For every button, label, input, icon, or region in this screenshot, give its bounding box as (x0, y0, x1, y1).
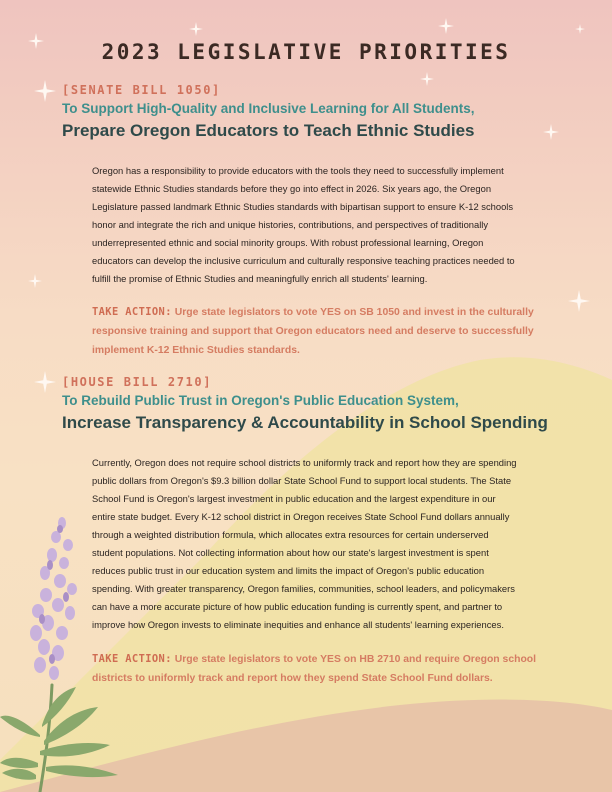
sparkle-icon (575, 24, 585, 34)
section-subtitle: To Support High-Quality and Inclusive Learning for All Students, (62, 101, 475, 116)
section-headline: Prepare Oregon Educators to Teach Ethnic Studies (62, 121, 475, 140)
sparkle-icon (34, 80, 56, 102)
body-line: honor and integrate the rich and unique histories, contributions, and perspectives of traditionally (92, 219, 489, 230)
take-action-label: TAKE ACTION: (92, 653, 172, 665)
body-line: Oregon has a responsibility to provide educators with the tools they need to successfully implement (92, 165, 504, 176)
bill-tag: [HOUSE BILL 2710] (62, 375, 213, 389)
sparkle-icon (438, 18, 454, 34)
body-line: public dollars from Oregon's $9.3 billion dollar State School Fund to support local students. The State (92, 475, 512, 486)
action-line: districts to uniformly track and report how they spend State School Fund dollars. (92, 673, 493, 684)
body-line: improve how Oregon invests to eliminate inequities and enhance all students' learning experiences. (92, 619, 504, 630)
action-line: implement K-12 Ethnic Studies standards. (92, 345, 300, 356)
sparkle-icon (189, 22, 203, 36)
body-line: statewide Ethnic Studies standards before they go into effect in 2026. Six years ago, the Oregon (92, 183, 492, 194)
body-line: through a weighted distribution formula, which allocates extra resources for certain underserved (92, 529, 489, 540)
sparkle-icon (28, 33, 44, 49)
body-line: educators can develop the inclusive curriculum and culturally responsive teaching practices needed to (92, 255, 515, 266)
page-title: 2023 LEGISLATIVE PRIORITIES (101, 40, 511, 64)
body-line: student populations. Not collecting information about how our state's largest investment is spent (92, 547, 489, 558)
section-headline: Increase Transparency & Accountability in School Spending (62, 413, 548, 432)
action-line: responsive training and support that Oregon educators need and deserve to successfully (92, 326, 534, 337)
take-action (92, 303, 554, 360)
action-line: Urge state legislators to vote YES on SB 1050 and invest in the culturally (171, 307, 534, 318)
body-line: spending. With greater transparency, Oregon families, communities, school leaders, and policymakers (92, 583, 515, 594)
section-subtitle: To Rebuild Public Trust in Oregon's Public Education System, (62, 393, 459, 408)
bill-tag: [SENATE BILL 1050] (62, 83, 221, 97)
sparkle-icon (543, 124, 559, 140)
sparkle-icon (568, 290, 590, 312)
body-paragraph (92, 454, 554, 634)
action-line: Urge state legislators to vote YES on HB 2710 and require Oregon school (171, 654, 537, 665)
sparkle-icon (34, 371, 56, 393)
sparkle-icon (28, 274, 42, 288)
body-line: fulfill the promise of Ethnic Studies and meaningfully enrich all students' learning. (92, 273, 428, 284)
sparkle-icon (420, 72, 434, 86)
body-line: can have a more accurate picture of how public education funding is currently spent, and partner to (92, 601, 503, 612)
body-line: entire state budget. Every K-12 school district in Oregon receives State School Fund dollars annually (92, 511, 510, 522)
body-paragraph (92, 162, 554, 288)
take-action (92, 650, 554, 688)
body-line: Currently, Oregon does not require school districts to uniformly track and report how they are spending (92, 457, 517, 468)
body-line: School Fund is Oregon's largest investment in public education and the largest expenditure in our (92, 493, 496, 504)
body-line: Legislature passed landmark Ethnic Studies standards with bipartisan support to ensure K-12 schools (92, 201, 514, 212)
body-line: reduces public trust in our education system and limits the impact of Oregon's public education (92, 565, 485, 576)
body-line: underrepresented ethnic and social minority groups. With robust professional learning, Oregon (92, 237, 484, 248)
take-action-label: TAKE ACTION: (92, 306, 172, 318)
